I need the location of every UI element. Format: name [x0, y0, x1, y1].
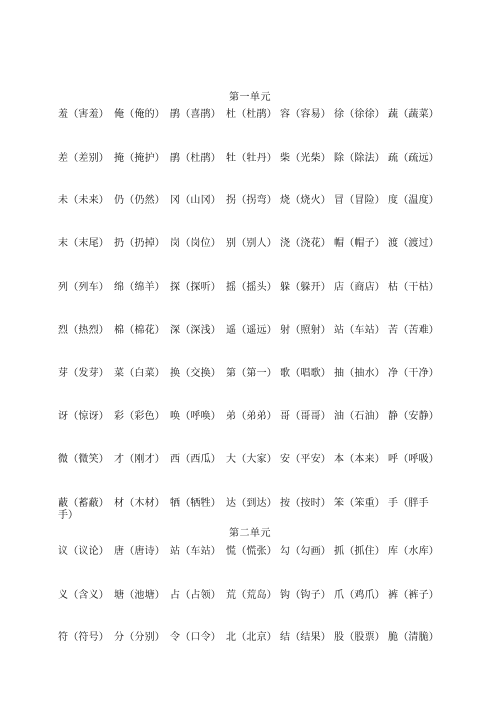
- word-row: [58, 590, 442, 604]
- word-entry: 西（西瓜）: [170, 454, 221, 465]
- word-entry: 烧（烧火）: [280, 195, 331, 206]
- word-entry: 大（大家）: [226, 454, 277, 465]
- word-row: [58, 454, 442, 468]
- word-entry: 柴（光柴）: [280, 153, 331, 164]
- word-entry: 库（水库）: [388, 546, 439, 557]
- word-entry: 别（别人）: [226, 238, 277, 249]
- word-entry: 静（安静）: [388, 411, 439, 422]
- word-entry: 唤（呼唤）: [170, 411, 221, 422]
- word-entry: 牺（牺牲）: [170, 498, 221, 509]
- word-entry: 探（探听）: [170, 282, 221, 293]
- word-entry: 棉（棉花）: [114, 325, 165, 336]
- word-entry: 浇（浇花）: [280, 238, 331, 249]
- word-entry: 疏（疏远）: [388, 153, 439, 164]
- word-entry: 站（车站）: [170, 546, 221, 557]
- word-entry: 抓（抓住）: [334, 546, 385, 557]
- word-entry: 躲（躲开）: [280, 282, 331, 293]
- word-row: [58, 632, 442, 646]
- unit-2-title: 第二单元: [229, 528, 271, 539]
- word-entry: 扔（扔掉）: [114, 238, 165, 249]
- word-row: [58, 109, 442, 123]
- word-entry: 俺（俺的）: [114, 109, 165, 120]
- word-entry: 议（议论）: [58, 546, 109, 557]
- word-entry: 笨（笨重）: [334, 498, 385, 509]
- word-row: [58, 546, 442, 560]
- word-entry: 杜（杜鹃）: [226, 109, 277, 120]
- word-entry: 芽（发芽）: [58, 368, 109, 379]
- word-entry: 抽（抽水）: [334, 368, 385, 379]
- word-entry: 摇（摇头）: [226, 282, 277, 293]
- word-entry: 射（照射）: [280, 325, 331, 336]
- word-entry: 帽（帽子）: [334, 238, 385, 249]
- wrapped-word-tail: 手）: [58, 510, 78, 521]
- word-entry: 义（含义）: [58, 590, 109, 601]
- word-entry: 手（胖手: [388, 498, 429, 509]
- word-entry: 遥（遥远）: [226, 325, 277, 336]
- word-entry: 哥（哥哥）: [280, 411, 331, 422]
- word-entry: 深（深浅）: [170, 325, 221, 336]
- word-entry: 慌（慌张）: [226, 546, 277, 557]
- word-entry: 徐（徐徐）: [334, 109, 385, 120]
- word-entry: 荒（荒岛）: [226, 590, 277, 601]
- word-entry: 本（本来）: [334, 454, 385, 465]
- word-row: [58, 238, 442, 252]
- word-entry: 岗（岗位）: [170, 238, 221, 249]
- word-entry: 鹃（杜鹃）: [170, 153, 221, 164]
- word-entry: 牡（牡丹）: [226, 153, 277, 164]
- word-entry: 渡（渡过）: [388, 238, 439, 249]
- word-entry: 彩（彩色）: [114, 411, 165, 422]
- word-entry: 鹃（喜鹃）: [170, 109, 221, 120]
- word-row: [58, 368, 442, 382]
- word-entry: 呼（呼吸）: [388, 454, 439, 465]
- word-row: [58, 282, 442, 296]
- word-entry: 冒（冒险）: [334, 195, 385, 206]
- word-entry: 末（末尾）: [58, 238, 109, 249]
- word-entry: 店（商店）: [334, 282, 385, 293]
- word-entry: 北（北京）: [226, 632, 277, 643]
- word-entry: 符（符号）: [58, 632, 109, 643]
- word-entry: 站（车站）: [334, 325, 385, 336]
- word-entry: 菜（白菜）: [114, 368, 165, 379]
- word-entry: 占（占领）: [170, 590, 221, 601]
- word-entry: 换（交换）: [170, 368, 221, 379]
- word-entry: 钩（钩子）: [280, 590, 331, 601]
- word-entry: 达（到达）: [226, 498, 277, 509]
- word-row: [58, 195, 442, 209]
- word-entry: 微（微笑）: [58, 454, 109, 465]
- word-entry: 安（平安）: [280, 454, 331, 465]
- word-entry: 冈（山冈）: [170, 195, 221, 206]
- word-entry: 掩（掩护）: [114, 153, 165, 164]
- word-entry: 容（容易）: [280, 109, 331, 120]
- word-entry: 拐（拐弯）: [226, 195, 277, 206]
- word-entry: 讶（惊讶）: [58, 411, 109, 422]
- word-entry: 蔬（蔬菜）: [388, 109, 439, 120]
- word-entry: 弟（弟弟）: [226, 411, 277, 422]
- word-row: [58, 325, 442, 339]
- word-entry: 第（第一）: [226, 368, 277, 379]
- word-entry: 股（股票）: [334, 632, 385, 643]
- word-row: [58, 153, 442, 167]
- unit-1-title: 第一单元: [229, 92, 271, 103]
- word-entry: 度（温度）: [388, 195, 439, 206]
- word-entry: 差（差别）: [58, 153, 109, 164]
- word-entry: 令（口令）: [170, 632, 221, 643]
- word-entry: 苦（苦难）: [388, 325, 439, 336]
- word-entry: 列（列车）: [58, 282, 109, 293]
- word-entry: 烈（热烈）: [58, 325, 109, 336]
- word-entry: 结（结果）: [280, 632, 331, 643]
- word-entry: 蔽（蓄蔽）: [58, 498, 109, 509]
- word-entry: 除（除法）: [334, 153, 385, 164]
- word-entry: 羞（害羞）: [58, 109, 109, 120]
- word-entry: 塘（池塘）: [114, 590, 165, 601]
- word-entry: 裤（裤子）: [388, 590, 439, 601]
- word-row: [58, 411, 442, 425]
- word-entry: 才（刚才）: [114, 454, 165, 465]
- word-entry: 勾（勾画）: [280, 546, 331, 557]
- word-entry: 绵（绵羊）: [114, 282, 165, 293]
- word-entry: 分（分别）: [114, 632, 165, 643]
- word-entry: 按（按时）: [280, 498, 331, 509]
- word-entry: 脆（清脆）: [388, 632, 439, 643]
- word-entry: 未（未来）: [58, 195, 109, 206]
- word-entry: 材（木材）: [114, 498, 165, 509]
- word-entry: 油（石油）: [334, 411, 385, 422]
- word-entry: 爪（鸡爪）: [334, 590, 385, 601]
- word-entry: 歌（唱歌）: [280, 368, 331, 379]
- word-entry: 唐（唐诗）: [114, 546, 165, 557]
- word-entry: 枯（干枯）: [388, 282, 439, 293]
- word-row: [58, 498, 442, 512]
- word-entry: 净（干净）: [388, 368, 439, 379]
- word-entry: 仍（仍然）: [114, 195, 165, 206]
